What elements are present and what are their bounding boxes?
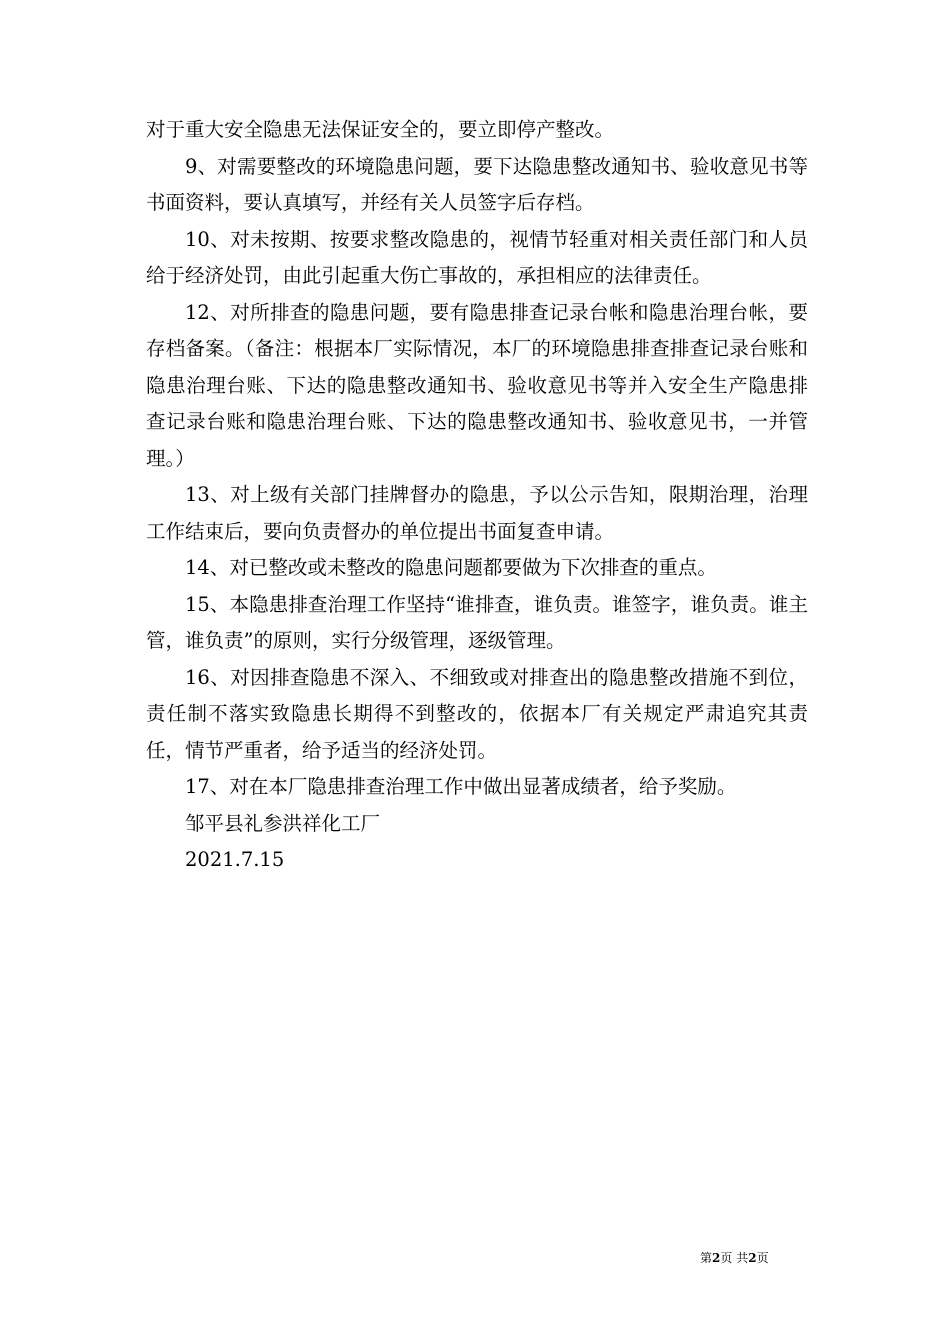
paragraph-item-10: 10、对未按期、按要求整改隐患的，视情节轻重对相关责任部门和人员给于经济处罚，由此引起重大伤亡事故的，承担相应的法律责任。 xyxy=(146,227,808,287)
footer-current-page: 2 xyxy=(712,1251,721,1265)
paragraph-item-17: 17、对在本厂隐患排查治理工作中做出显著成绩者，给予奖励。 xyxy=(185,775,737,798)
footer-prefix: 第 xyxy=(700,1251,713,1265)
paragraph-item-16: 16、对因排查隐患不深入、不细致或对排查出的隐患整改措施不到位，责任制不落实致隐患长期得不到整改的，依据本厂有关规定严肃追究其责任，情节严重者，给予适当的经济处罚。 xyxy=(146,665,808,762)
paragraph-item-14: 14、对已整改或未整改的隐患问题都要做为下次排查的重点。 xyxy=(185,556,717,579)
signature-organization: 邹平县礼参洪祥化工厂 xyxy=(185,811,381,835)
paragraph-item-9: 9、对需要整改的环境隐患问题，要下达隐患整改通知书、验收意见书等书面资料，要认真填写，并经有关人员签字后存档。 xyxy=(146,154,808,214)
paragraph-1: 对于重大安全隐患无法保证安全的，要立即停产整改。 xyxy=(146,118,615,141)
page-footer xyxy=(700,1250,850,1266)
footer-middle: 页 共 xyxy=(720,1251,749,1265)
paragraph-item-13: 13、对上级有关部门挂牌督办的隐患，予以公示告知，限期治理，治理工作结束后，要向负责督办的单位提出书面复查申请。 xyxy=(146,483,808,543)
footer-total-pages: 2 xyxy=(748,1251,757,1265)
document-body xyxy=(146,112,808,879)
footer-suffix: 页 xyxy=(756,1251,769,1265)
paragraph-item-15: 15、本隐患排查治理工作坚持“谁排查，谁负责。谁签字，谁负责。谁主管，谁负责”的原则，实行分级管理，逐级管理。 xyxy=(146,592,808,652)
signature-date: 2021.7.15 xyxy=(185,848,285,871)
paragraph-item-12: 12、对所排查的隐患问题，要有隐患排查记录台帐和隐患治理台帐，要存档备案。（备注：根据本厂实际情况，本厂的环境隐患排查排查记录台账和隐患治理台账、下达的隐患整改通知书、验收意见书等并入安全生产隐患排查记录台账和隐患治理台账、下达的隐患整改通知书、验收意见书，一并管理。） xyxy=(146,300,808,470)
